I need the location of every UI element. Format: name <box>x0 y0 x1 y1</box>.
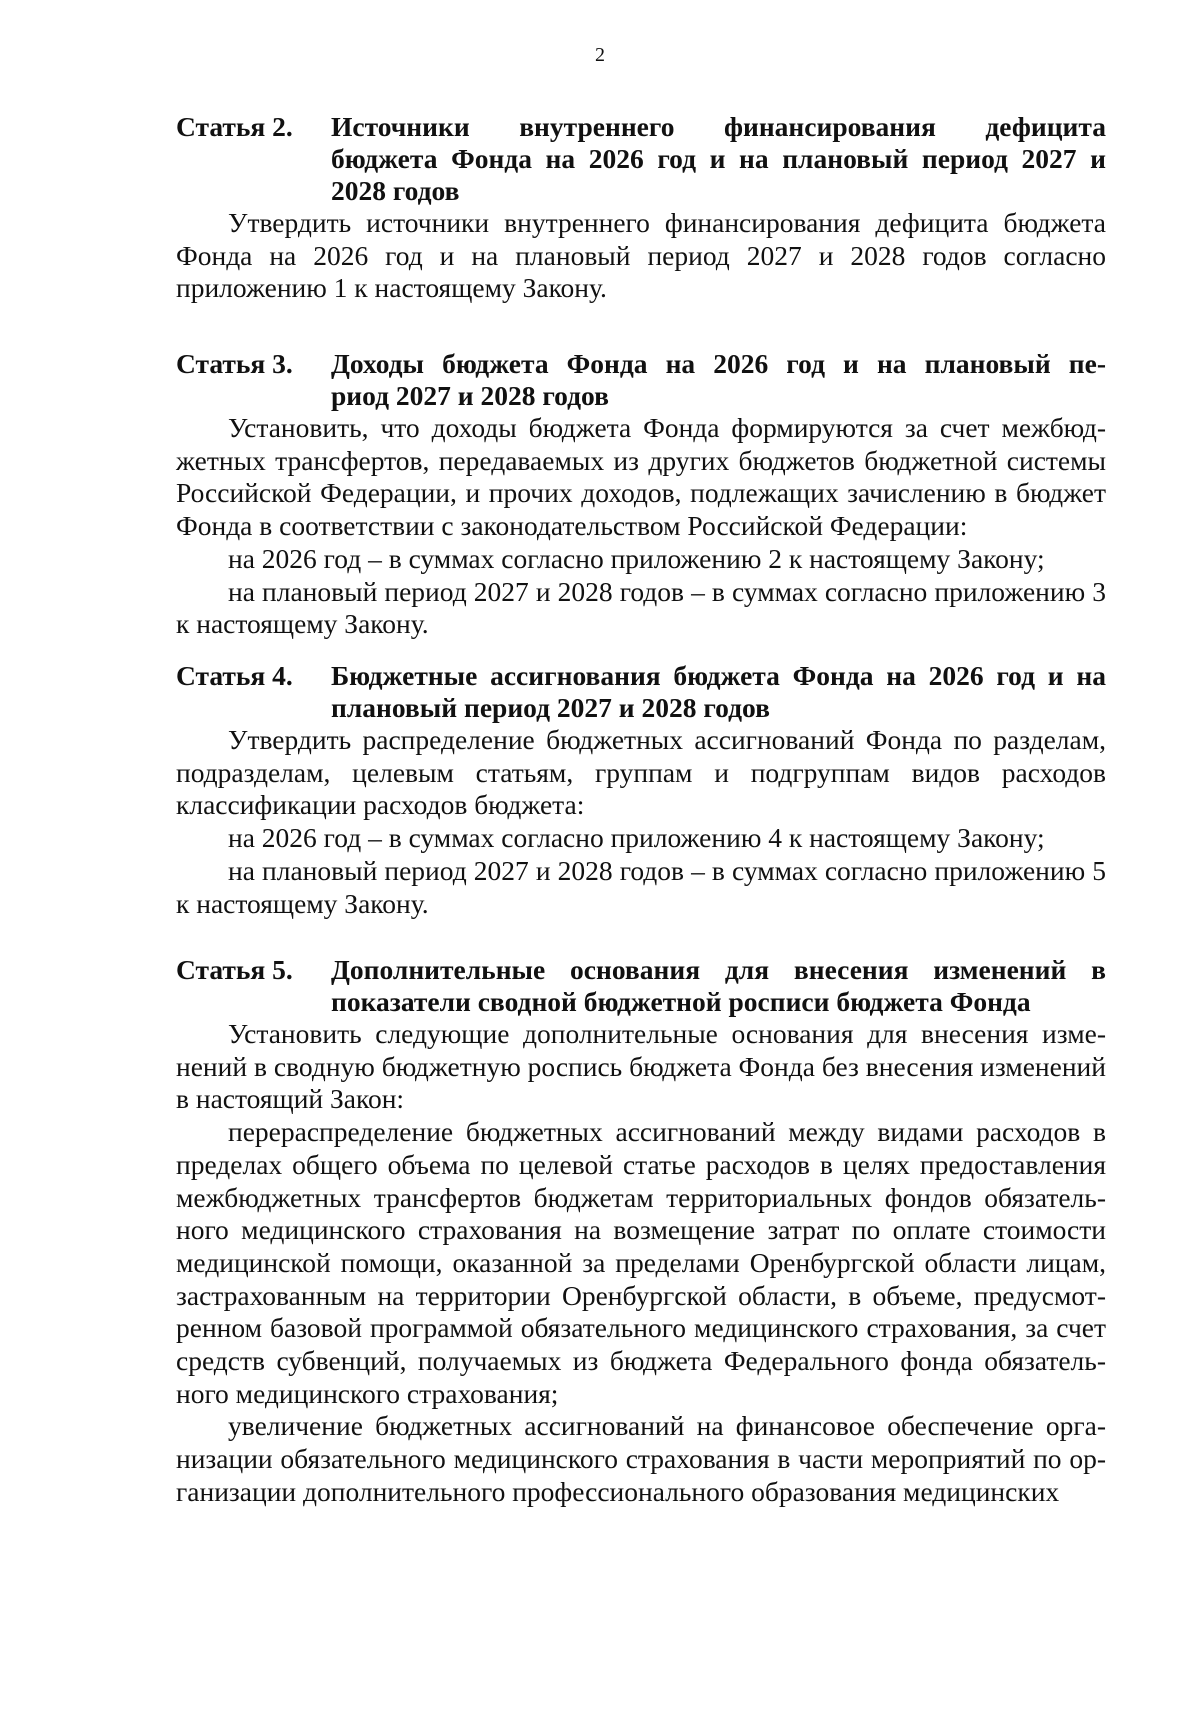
article-title-line: Дополнительные основания для внесения изменений в <box>331 954 1106 985</box>
article-title <box>331 954 1106 1018</box>
article-label: Статья 2. <box>176 111 293 142</box>
page-number: 2 <box>595 44 605 66</box>
paragraph: Установить следующие дополнительные основания для внесения изменений в сводную бюджетную роспись бюджета Фонда без внесения изменений в настоящий Закон: <box>176 1018 1106 1115</box>
paragraph: перераспределение бюджетных ассигнований между видами расходов в пределах общего объема по целевой статье расходов в целях предоставления межбюджетных трансфертов бюджетам территориальных фондов обязательного медицинского страхования на возмещение затрат по оплате стоимости медицинской помощи, оказанной за пределами Оренбургской области лицам, застрахованным на территории Оренбургской области, в объеме, предусмотренном базовой программой обязательного медицинского страхования, за счет средств субвенций, получаемых из бюджета Федерального фонда обязательного медицинского страхования; <box>176 1116 1106 1409</box>
article-title-line: Бюджетные ассигнования бюджета Фонда на 2026 год и на <box>331 660 1106 691</box>
paragraph: Установить, что доходы бюджета Фонда формируются за счет межбюджетных трансфертов, передаваемых из других бюджетов бюджетной системы Российской Федерации, и прочих доходов, подлежащих зачислению в бюджет Фонда в соответствии с законодательством Российской Федерации: <box>176 412 1106 542</box>
paragraph: увеличение бюджетных ассигнований на финансовое обеспечение организации обязательного медицинского страхования в части мероприятий по организации дополнительного профессионального образования медицинских <box>176 1410 1106 1507</box>
article-4 <box>176 660 1106 920</box>
article-title-line: 2028 годов <box>331 175 460 206</box>
article-label: Статья 3. <box>176 348 293 379</box>
article-title-line: Доходы бюджета Фонда на 2026 год и на плановый пе- <box>331 348 1106 379</box>
article-title-line: плановый период 2027 и 2028 годов <box>331 692 770 723</box>
article-title <box>331 348 1106 412</box>
article-title-line: бюджета Фонда на 2026 год и на плановый период 2027 и <box>331 143 1106 174</box>
paragraph: на плановый период 2027 и 2028 годов – в суммах согласно приложению 3 к настоящему Закону. <box>176 575 1106 640</box>
article-title-line: риод 2027 и 2028 годов <box>331 380 609 411</box>
article-heading <box>176 348 1106 412</box>
article-title-line: показатели сводной бюджетной росписи бюджета Фонда <box>331 986 1031 1017</box>
article-heading <box>176 954 1106 1018</box>
paragraph: на плановый период 2027 и 2028 годов – в суммах согласно приложению 5 к настоящему Закону. <box>176 854 1106 919</box>
article-3 <box>176 348 1106 641</box>
article-title <box>331 660 1106 724</box>
article-label: Статья 5. <box>176 954 293 985</box>
paragraph: на 2026 год – в суммах согласно приложению 4 к настоящему Закону; <box>228 822 1045 854</box>
article-5 <box>176 954 1106 1509</box>
paragraph: Утвердить источники внутреннего финансирования дефицита бюджета Фонда на 2026 год и на плановый период 2027 и 2028 годов согласно приложению 1 к настоящему Закону. <box>176 207 1106 304</box>
article-title-line: Источники внутреннего финансирования дефицита <box>331 111 1106 142</box>
paragraph: Утвердить распределение бюджетных ассигнований Фонда по разделам, подразделам, целевым статьям, группам и подгруппам видов расходов классификации расходов бюджета: <box>176 724 1106 821</box>
article-title <box>331 111 1106 207</box>
article-heading <box>176 660 1106 724</box>
paragraph: на 2026 год – в суммах согласно приложению 2 к настоящему Закону; <box>228 542 1045 574</box>
article-2 <box>176 111 1106 305</box>
article-label: Статья 4. <box>176 660 293 691</box>
article-heading <box>176 111 1106 207</box>
